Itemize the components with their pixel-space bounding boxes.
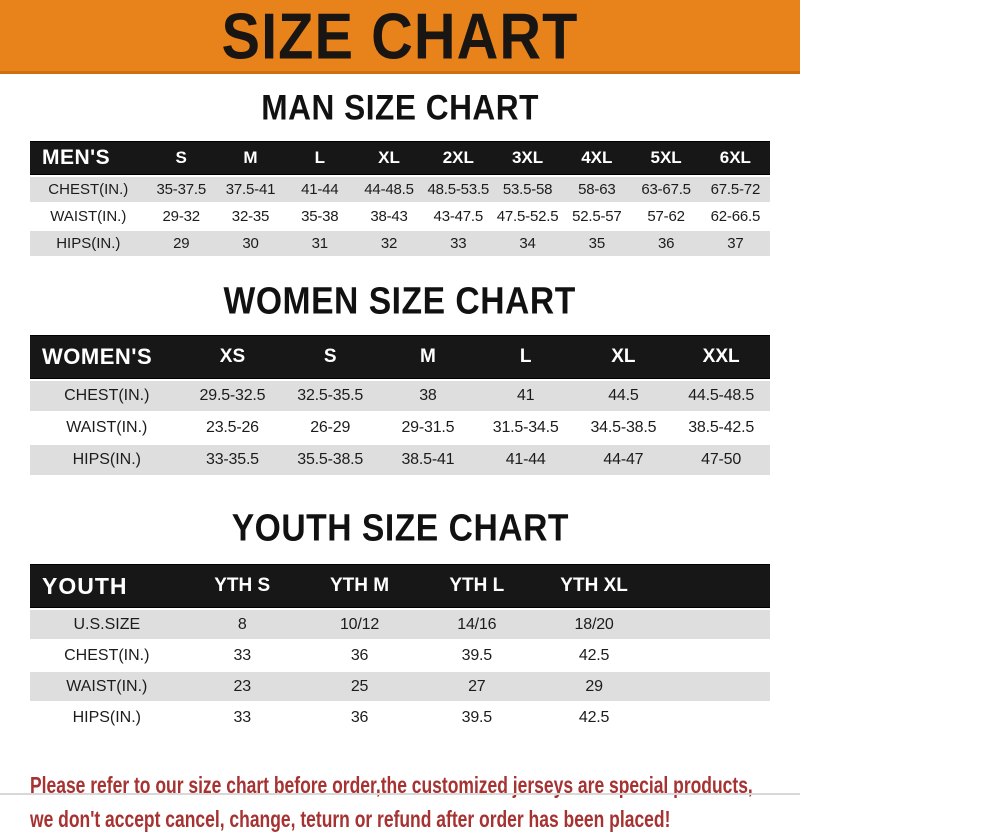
size-header-cell: YTH XL xyxy=(535,564,652,608)
youth-heading-text: YOUTH SIZE CHART xyxy=(231,506,569,549)
measurement-cell: 23 xyxy=(184,672,301,703)
measurement-cell: 53.5-58 xyxy=(493,175,562,204)
size-header-cell: M xyxy=(379,335,477,379)
row-label: HIPS(IN.) xyxy=(30,445,184,477)
row-label: WAIST(IN.) xyxy=(30,204,147,231)
size-header-cell: XL xyxy=(354,141,423,175)
women-section-heading xyxy=(0,279,800,322)
size-header-cell: L xyxy=(477,335,575,379)
measurement-cell: 33 xyxy=(424,231,493,258)
row-label: CHEST(IN.) xyxy=(30,379,184,413)
measurement-cell: 47-50 xyxy=(672,445,770,477)
size-header-row xyxy=(30,141,770,175)
measurement-cell: 39.5 xyxy=(418,641,535,672)
measurement-cell: 57-62 xyxy=(631,204,700,231)
measurement-cell: 38 xyxy=(379,379,477,413)
measurement-row xyxy=(30,445,770,477)
measurement-cell: 26-29 xyxy=(281,413,379,445)
measurement-cell: 44.5 xyxy=(575,379,673,413)
measurement-row xyxy=(30,231,770,258)
size-header-cell: S xyxy=(281,335,379,379)
measurement-cell: 67.5-72 xyxy=(701,175,770,204)
measurement-cell: 43-47.5 xyxy=(424,204,493,231)
size-header-row xyxy=(30,564,770,608)
youth-section-heading xyxy=(0,506,800,549)
row-label: WAIST(IN.) xyxy=(30,672,184,703)
measurement-cell: 38-43 xyxy=(354,204,423,231)
women-heading-text: WOMEN SIZE CHART xyxy=(223,279,577,322)
measurement-cell: 34 xyxy=(493,231,562,258)
measurement-cell: 38.5-41 xyxy=(379,445,477,477)
measurement-cell: 44-47 xyxy=(575,445,673,477)
measurement-cell: 47.5-52.5 xyxy=(493,204,562,231)
measurement-cell: 18/20 xyxy=(535,608,652,641)
row-label: WAIST(IN.) xyxy=(30,413,184,445)
measurement-cell: 32 xyxy=(354,231,423,258)
measurement-cell: 36 xyxy=(301,641,418,672)
row-label: CHEST(IN.) xyxy=(30,175,147,204)
disclaimer-line-1: Please refer to our size chart before order,the customized jerseys are special products, xyxy=(30,772,753,798)
row-label: CHEST(IN.) xyxy=(30,641,184,672)
disclaimer-line-2: we don't accept cancel, change, teturn or refund after order has been placed! xyxy=(30,806,671,832)
measurement-cell: 33 xyxy=(184,641,301,672)
size-header-cell: L xyxy=(285,141,354,175)
measurement-cell: 27 xyxy=(418,672,535,703)
size-header-cell: XL xyxy=(575,335,673,379)
size-header-cell: 6XL xyxy=(701,141,770,175)
measurement-cell: 41 xyxy=(477,379,575,413)
measurement-cell: 35 xyxy=(562,231,631,258)
measurement-cell: 48.5-53.5 xyxy=(424,175,493,204)
measurement-cell: 32.5-35.5 xyxy=(281,379,379,413)
measurement-cell: 38.5-42.5 xyxy=(672,413,770,445)
row-label: HIPS(IN.) xyxy=(30,231,147,258)
measurement-row xyxy=(30,413,770,445)
spacer-cell xyxy=(653,641,770,672)
measurement-cell: 29 xyxy=(535,672,652,703)
table-header-label: MEN'S xyxy=(30,141,147,175)
row-label: U.S.SIZE xyxy=(30,608,184,641)
spacer-cell xyxy=(653,672,770,703)
measurement-cell: 41-44 xyxy=(285,175,354,204)
men-size-table xyxy=(30,141,770,258)
women-section xyxy=(0,279,800,477)
measurement-cell: 35.5-38.5 xyxy=(281,445,379,477)
size-chart-banner xyxy=(0,0,800,74)
banner-title: SIZE CHART xyxy=(221,0,579,73)
measurement-row xyxy=(30,204,770,231)
measurement-cell: 42.5 xyxy=(535,641,652,672)
men-section xyxy=(0,87,800,258)
measurement-row xyxy=(30,175,770,204)
measurement-row xyxy=(30,379,770,413)
youth-size-table xyxy=(30,564,770,734)
measurement-row xyxy=(30,608,770,641)
measurement-cell: 33 xyxy=(184,703,301,734)
spacer-cell xyxy=(653,703,770,734)
measurement-cell: 10/12 xyxy=(301,608,418,641)
measurement-row xyxy=(30,703,770,734)
measurement-cell: 29-32 xyxy=(147,204,216,231)
measurement-cell: 42.5 xyxy=(535,703,652,734)
size-header-cell: 3XL xyxy=(493,141,562,175)
size-header-cell: XS xyxy=(184,335,282,379)
size-header-cell: S xyxy=(147,141,216,175)
measurement-cell: 29 xyxy=(147,231,216,258)
measurement-cell: 36 xyxy=(301,703,418,734)
measurement-cell: 52.5-57 xyxy=(562,204,631,231)
measurement-row xyxy=(30,672,770,703)
measurement-cell: 35-37.5 xyxy=(147,175,216,204)
measurement-cell: 25 xyxy=(301,672,418,703)
measurement-cell: 8 xyxy=(184,608,301,641)
size-header-cell: 5XL xyxy=(631,141,700,175)
measurement-cell: 14/16 xyxy=(418,608,535,641)
measurement-cell: 63-67.5 xyxy=(631,175,700,204)
size-header-cell: YTH S xyxy=(184,564,301,608)
size-header-cell: 4XL xyxy=(562,141,631,175)
size-header-cell: M xyxy=(216,141,285,175)
measurement-cell: 31 xyxy=(285,231,354,258)
size-header-cell: YTH M xyxy=(301,564,418,608)
measurement-cell: 58-63 xyxy=(562,175,631,204)
spacer-cell xyxy=(653,564,770,608)
table-header-label: WOMEN'S xyxy=(30,335,184,379)
disclaimer xyxy=(30,770,800,838)
men-section-heading xyxy=(0,87,800,128)
measurement-cell: 44.5-48.5 xyxy=(672,379,770,413)
measurement-cell: 35-38 xyxy=(285,204,354,231)
measurement-cell: 37.5-41 xyxy=(216,175,285,204)
measurement-cell: 39.5 xyxy=(418,703,535,734)
women-size-table xyxy=(30,335,770,477)
size-header-cell: XXL xyxy=(672,335,770,379)
measurement-cell: 32-35 xyxy=(216,204,285,231)
measurement-cell: 33-35.5 xyxy=(184,445,282,477)
table-header-label: YOUTH xyxy=(30,564,184,608)
size-header-cell: 2XL xyxy=(424,141,493,175)
measurement-cell: 29.5-32.5 xyxy=(184,379,282,413)
size-header-cell: YTH L xyxy=(418,564,535,608)
men-heading-text: MAN SIZE CHART xyxy=(261,87,539,128)
measurement-cell: 31.5-34.5 xyxy=(477,413,575,445)
measurement-cell: 36 xyxy=(631,231,700,258)
measurement-cell: 29-31.5 xyxy=(379,413,477,445)
youth-section xyxy=(0,506,800,734)
measurement-cell: 41-44 xyxy=(477,445,575,477)
measurement-cell: 23.5-26 xyxy=(184,413,282,445)
spacer-cell xyxy=(653,608,770,641)
measurement-cell: 30 xyxy=(216,231,285,258)
measurement-cell: 37 xyxy=(701,231,770,258)
measurement-cell: 34.5-38.5 xyxy=(575,413,673,445)
row-label: HIPS(IN.) xyxy=(30,703,184,734)
measurement-cell: 44-48.5 xyxy=(354,175,423,204)
size-header-row xyxy=(30,335,770,379)
measurement-cell: 62-66.5 xyxy=(701,204,770,231)
measurement-row xyxy=(30,641,770,672)
bottom-divider xyxy=(0,793,800,795)
